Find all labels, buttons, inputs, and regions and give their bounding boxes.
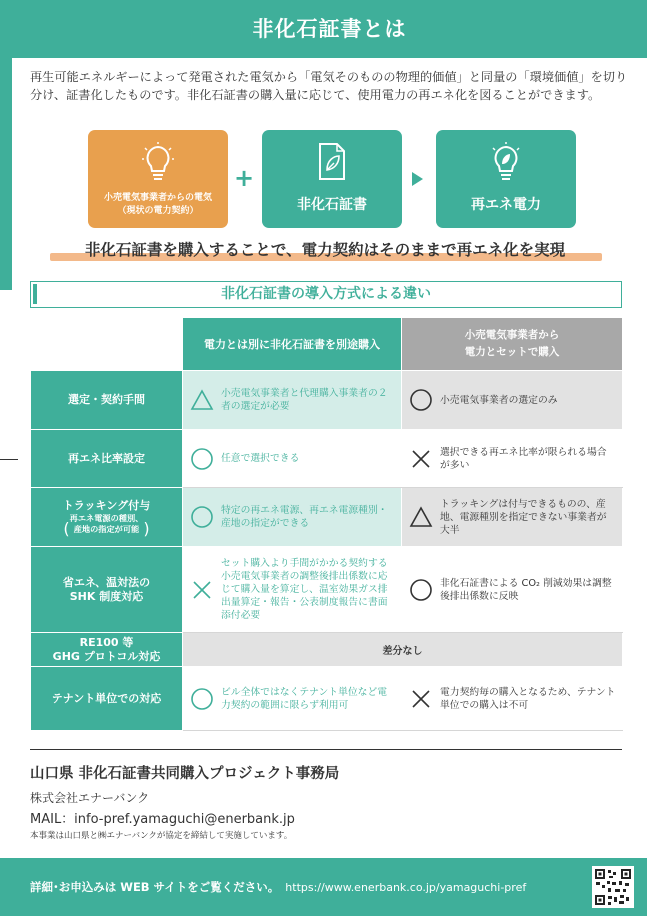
leaf-document-icon	[317, 142, 347, 186]
cell-text: 小売電気事業者の選定のみ	[440, 394, 558, 406]
cell-text: 電力契約毎の購入となるため、テナント単位での購入は不可	[440, 686, 616, 711]
cross-icon	[408, 687, 434, 711]
table-row	[31, 430, 623, 488]
bottom-banner	[0, 858, 647, 916]
circle-icon	[189, 687, 215, 711]
agreement-note: 本事業は山口県と㈱エナーバンクが協定を締結して実施しています。	[30, 831, 293, 841]
box1-line2: （現状の電力契約）	[117, 206, 199, 216]
circle-icon	[189, 505, 215, 529]
contact-email[interactable]: MAIL：info-pref.yamaguchi@enerbank.jp	[30, 812, 295, 827]
page-title: 非化石証書とは	[12, 0, 647, 58]
table-row	[31, 633, 623, 667]
col-header-bundle	[402, 318, 623, 371]
margin-tick	[0, 459, 18, 460]
section-title	[30, 281, 622, 308]
cell-text: 非化石証書による CO₂ 削減効果は調整後排出係数に反映	[440, 577, 612, 602]
row-label	[31, 633, 183, 667]
row-label-line2: SHK 制度対応	[69, 589, 144, 603]
row-label: 再エネ比率設定	[31, 430, 183, 488]
no-difference-cell: 差分なし	[183, 633, 623, 667]
certificate-box	[262, 130, 402, 228]
box3-label: 再エネ電力	[471, 197, 541, 213]
col-header-separate: 電力とは別に非化石証書を別途購入	[183, 318, 402, 371]
tagline: 非化石証書を購入することで、電力契約はそのままで再エネ化を実現	[84, 241, 566, 259]
box1-line1: 小売電気事業者からの電気	[103, 193, 212, 203]
row-label: テナント単位での対応	[31, 667, 183, 731]
plus-sign: +	[234, 164, 255, 192]
arrow-right-icon	[412, 172, 423, 186]
triangle-icon	[408, 505, 434, 529]
circle-icon	[408, 388, 434, 412]
footer-divider	[30, 749, 622, 750]
lightbulb-icon	[141, 142, 175, 188]
col2-line1: 小売電気事業者から	[464, 329, 560, 341]
cell-text: セット購入より手間がかかる契約する小売電気事業者の調整後排出係数に応じて購入量を算定し、温室効果ガス排出量算定・報告・公表制度報告に書面添付必要	[221, 558, 388, 621]
table-row	[31, 547, 623, 633]
row-label: トラッキング付与 (再エネ電源の種別、 産地の指定が可能 )	[31, 488, 183, 547]
cta-text: 詳細･お申込みは WEB サイトをご覧ください。	[30, 880, 280, 894]
comparison-table	[30, 317, 623, 731]
intro-text: 再生可能エネルギーによって発電された電気から「電気そのものの物理的価値」と同量の「環境価値」を切り分け、証書化したものです。非化石証書の購入量に応じて、使用電力の再エネ化を図ることができます。	[30, 70, 628, 102]
qr-code-icon[interactable]	[592, 866, 634, 908]
table-row	[31, 371, 623, 430]
left-accent-bar	[0, 0, 12, 290]
cell-text: 選択できる再エネ比率が限られる場合が多い	[440, 446, 607, 471]
cell-text: 任意で選択できる	[221, 453, 300, 464]
table-row	[31, 488, 623, 547]
company-name: 株式会社エナーバンク	[30, 791, 150, 805]
cross-icon	[408, 447, 434, 471]
col2-line2: 電力とセットで購入	[464, 346, 560, 358]
circle-icon	[189, 447, 215, 471]
table-row	[31, 667, 623, 731]
table-corner	[31, 318, 183, 371]
section-title-text: 非化石証書の導入方式による違い	[221, 286, 431, 302]
section-title-accent	[33, 284, 37, 304]
current-electricity-box	[88, 130, 228, 228]
row-label	[31, 547, 183, 633]
row-label-line2: GHG プロトコル対応	[52, 649, 161, 663]
row-label-main: トラッキング付与	[62, 498, 151, 512]
row-label: 選定・契約手間	[31, 371, 183, 430]
renewable-power-box	[436, 130, 576, 228]
leaf-lightbulb-icon	[489, 142, 523, 188]
website-link[interactable]: https://www.enerbank.co.jp/yamaguchi-pref	[285, 881, 527, 894]
row-label-line1: 省エネ、温対法の	[62, 575, 151, 589]
row-sublabel-2: 産地の指定が可能	[73, 523, 140, 534]
cell-text: 特定の再エネ電源、再エネ電源種別・産地の指定ができる	[221, 505, 388, 529]
organization-name: 山口県 非化石証書共同購入プロジェクト事務局	[30, 766, 340, 782]
row-label-line1: RE100 等	[79, 635, 134, 649]
cell-text: トラッキングは付与できるものの、産地、電源種別を指定できない事業者が大半	[440, 498, 607, 536]
box2-label: 非化石証書	[297, 197, 367, 213]
circle-icon	[408, 578, 434, 602]
row-sublabel-1: 再エネ電源の種別、	[69, 512, 144, 523]
cell-text: 小売電気事業者と代理購入事業者の２者の選定が必要	[221, 388, 388, 412]
triangle-icon	[189, 388, 215, 412]
cell-text: ビル全体ではなくテナント単位など電力契約の範囲に限らず利用可	[221, 686, 388, 711]
cross-icon	[189, 578, 215, 602]
